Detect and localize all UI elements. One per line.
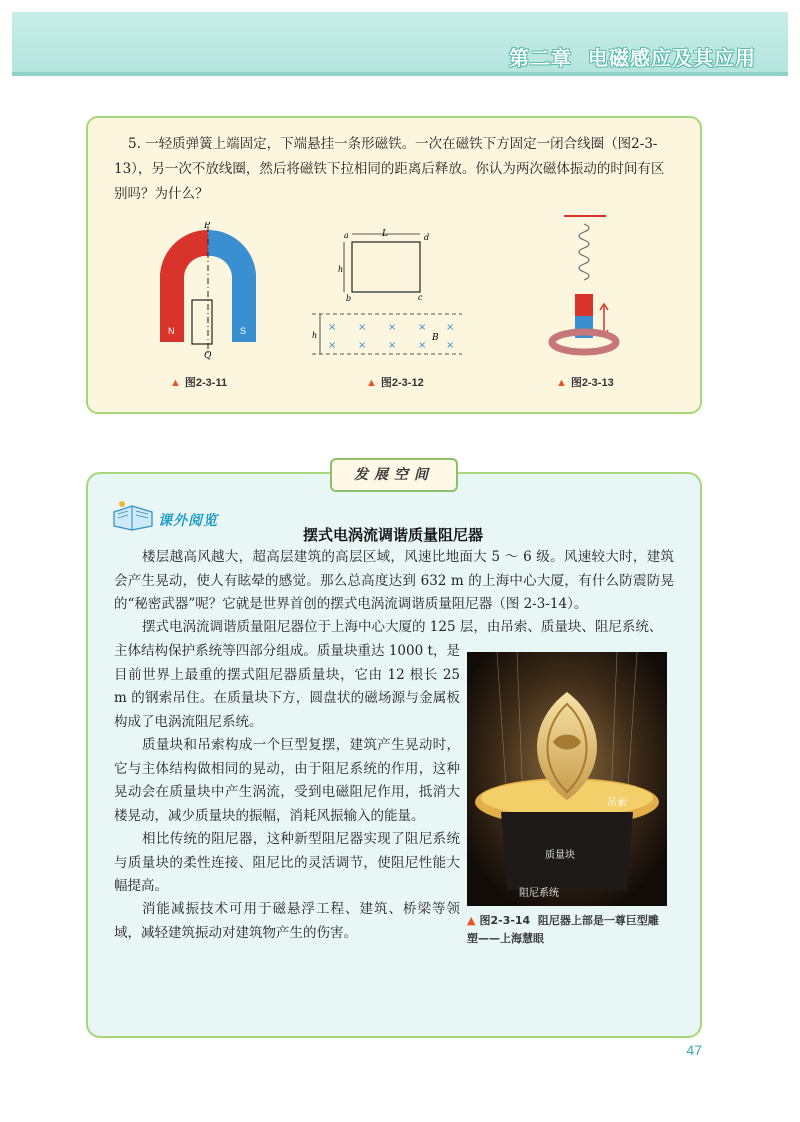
loop-field-figure bbox=[306, 222, 470, 362]
figure-2-3-14-label: 图2-3-14 bbox=[479, 914, 531, 927]
feature-tab: 发展空间 bbox=[330, 458, 458, 492]
label-field: B bbox=[432, 333, 439, 343]
figure-2-3-14-caption bbox=[467, 912, 667, 948]
chapter-number: 第二章 bbox=[509, 46, 572, 70]
caption-triangle-icon: ▲ bbox=[556, 377, 567, 389]
figure-2-3-12-caption bbox=[366, 374, 424, 390]
label-c: c bbox=[418, 293, 423, 302]
figure-2-3-12-label: 图2-3-12 bbox=[380, 377, 424, 389]
paragraph-2-line bbox=[114, 616, 674, 640]
label-p: P bbox=[204, 222, 211, 231]
paragraph-1-text: 楼层越高风越大，超高层建筑的高层区域，风速比地面大 5 ～ 6 级。风速较大时，建筑会产生晃动，使人有眩晕的感觉。那么总高度达到 632 m 的上海中心大厦，有什么防震防晃的“秘密武器”呢？它就是世界首创的摆式电涡流调谐质量阻尼器（图 2-3-14）。 bbox=[114, 549, 674, 612]
photo-label-cable: 吊索 bbox=[607, 798, 627, 809]
exercise-number: 5. bbox=[128, 136, 141, 152]
svg-text:×: × bbox=[358, 322, 367, 333]
label-b: b bbox=[346, 294, 352, 303]
paragraph-4 bbox=[114, 828, 460, 899]
magnet-top bbox=[575, 294, 593, 316]
magnet-south-half bbox=[208, 230, 256, 342]
paragraph-3 bbox=[114, 734, 460, 828]
svg-text:×: × bbox=[418, 340, 427, 351]
page-number: 47 bbox=[686, 1042, 702, 1058]
chapter-name: 电磁感应及其应用 bbox=[588, 46, 756, 70]
label-d: d bbox=[424, 233, 430, 242]
paragraph-2-rest-text: 主体结构保护系统等四部分组成。质量块重达 1000 t，是目前世界上最重的摆式阻尼器质量块，它由 12 根长 25 m 的钢索吊住。在质量块下方，圆盘状的磁场源与金属板构成了电涡流阻尼系统。 bbox=[114, 643, 460, 730]
label-l: L bbox=[382, 229, 388, 239]
paragraph-2-first-line: 摆式电涡流调谐质量阻尼器位于上海中心大厦的 125 层，由吊索、质量块、阻尼系统、 bbox=[142, 619, 663, 635]
figure-2-3-13-caption bbox=[556, 374, 614, 390]
figure-2-3-11-caption bbox=[170, 374, 227, 390]
article-title: 摆式电涡流调谐质量阻尼器 bbox=[302, 526, 483, 544]
svg-text:×: × bbox=[446, 322, 455, 333]
caption-triangle-icon: ▲ bbox=[366, 377, 377, 389]
caption-triangle-icon: ▲ bbox=[467, 914, 476, 927]
exercise-text bbox=[114, 132, 674, 207]
figure-2-3-13-label: 图2-3-13 bbox=[570, 377, 614, 389]
wire-loop bbox=[352, 242, 420, 292]
svg-text:×: × bbox=[328, 340, 337, 351]
label-s: S bbox=[240, 326, 247, 336]
exercise-body: 一轻质弹簧上端固定，下端悬挂一条形磁铁。一次在磁铁下方固定一闭合线圈（图2-3-13），另一次不放线圈，然后将磁铁下拉相同的距离后释放。你认为两次磁体振动的时间有区别吗？为什么？ bbox=[114, 136, 665, 202]
label-q: Q bbox=[204, 351, 212, 361]
label-a: a bbox=[344, 231, 349, 240]
label-h2: h bbox=[312, 331, 318, 340]
figure-2-3-14-text: 阻尼器上部是一尊巨型雕塑——上海慧眼 bbox=[467, 914, 659, 945]
photo-label-damper: 阻尼系统 bbox=[519, 888, 559, 899]
coil-frame bbox=[192, 300, 212, 344]
spring-magnet-figure bbox=[544, 210, 634, 370]
paragraph-5-text: 消能减振技术可用于磁悬浮工程、建筑、桥梁等领域，减轻建筑振动对建筑物产生的伤害。 bbox=[114, 901, 460, 941]
svg-text:×: × bbox=[328, 322, 337, 333]
svg-text:×: × bbox=[358, 340, 367, 351]
svg-text:×: × bbox=[388, 322, 397, 333]
closed-coil bbox=[552, 332, 616, 352]
header-line bbox=[12, 72, 788, 76]
svg-text:×: × bbox=[418, 322, 427, 333]
label-h1: h bbox=[338, 265, 344, 274]
caption-triangle-icon: ▲ bbox=[170, 377, 181, 389]
spring bbox=[579, 224, 589, 280]
svg-text:×: × bbox=[388, 340, 397, 351]
paragraph-1 bbox=[114, 546, 674, 617]
paragraph-5 bbox=[114, 898, 460, 945]
paragraph-4-text: 相比传统的阻尼器，这种新型阻尼器实现了阻尼系统与质量块的柔性连接、阻尼比的灵活调节，使阻尼性能大幅提高。 bbox=[114, 831, 460, 894]
photo-label-mass: 质量块 bbox=[545, 850, 575, 861]
svg-text:×: × bbox=[446, 340, 455, 351]
reading-section-label: 课外阅览 bbox=[158, 513, 218, 529]
label-n: N bbox=[168, 326, 175, 336]
u-magnet-figure bbox=[150, 222, 270, 362]
damper-photo bbox=[467, 652, 667, 906]
chapter-title bbox=[509, 42, 756, 71]
figure-2-3-11-label: 图2-3-11 bbox=[184, 377, 228, 389]
paragraph-3-text: 质量块和吊索构成一个巨型复摆，建筑产生晃动时，它与主体结构做相同的晃动，由于阻尼系统的作用，这种晃动会在质量块中产生涡流，受到电磁阻尼作用，抵消大楼晃动，减少质量块的振幅，消耗风振输入的能量。 bbox=[114, 737, 460, 824]
book-icon bbox=[112, 500, 154, 532]
paragraph-2-rest bbox=[114, 640, 460, 734]
